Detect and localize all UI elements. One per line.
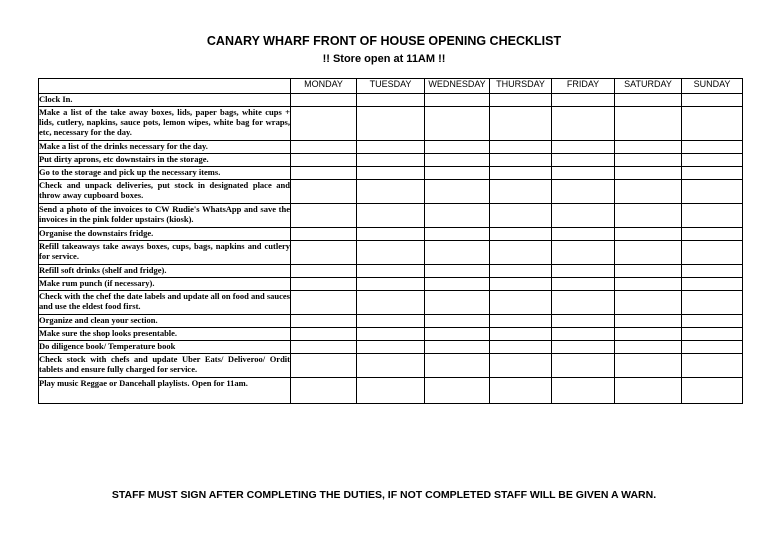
signature-cell-monday[interactable]	[291, 94, 357, 107]
signature-cell-wednesday[interactable]	[425, 341, 490, 354]
day-header-saturday: SATURDAY	[615, 79, 682, 94]
task-label: Refill soft drinks (shelf and fridge).	[39, 265, 291, 278]
signature-cell-wednesday[interactable]	[425, 278, 490, 291]
table-row	[39, 241, 743, 265]
signature-cell-monday[interactable]	[291, 154, 357, 167]
signature-cell-monday[interactable]	[291, 265, 357, 278]
signature-cell-sunday[interactable]	[682, 378, 743, 404]
signature-cell-sunday[interactable]	[682, 341, 743, 354]
day-header-sunday: SUNDAY	[682, 79, 743, 94]
signature-cell-sunday[interactable]	[682, 315, 743, 328]
task-label: Make sure the shop looks presentable.	[39, 328, 291, 341]
signature-cell-saturday[interactable]	[615, 94, 682, 107]
signature-cell-monday[interactable]	[291, 167, 357, 180]
signature-cell-wednesday[interactable]	[425, 315, 490, 328]
signature-cell-saturday[interactable]	[615, 228, 682, 241]
signature-cell-saturday[interactable]	[615, 241, 682, 265]
signature-cell-tuesday[interactable]	[357, 180, 425, 204]
signature-cell-friday[interactable]	[552, 328, 615, 341]
signature-cell-friday[interactable]	[552, 265, 615, 278]
footer-notice: STAFF MUST SIGN AFTER COMPLETING THE DUTIES, IF NOT COMPLETED STAFF WILL BE GIVEN A WARN.	[111, 489, 657, 501]
signature-cell-tuesday[interactable]	[357, 94, 425, 107]
signature-cell-saturday[interactable]	[615, 154, 682, 167]
signature-cell-tuesday[interactable]	[357, 378, 425, 404]
table-row	[39, 154, 743, 167]
signature-cell-sunday[interactable]	[682, 241, 743, 265]
signature-cell-tuesday[interactable]	[357, 167, 425, 180]
signature-cell-tuesday[interactable]	[357, 328, 425, 341]
signature-cell-monday[interactable]	[291, 141, 357, 154]
table-row	[39, 167, 743, 180]
signature-cell-wednesday[interactable]	[425, 265, 490, 278]
task-label: Play music Reggae or Dancehall playlists. Open for 11am.	[39, 378, 291, 404]
signature-cell-tuesday[interactable]	[357, 354, 425, 378]
day-header-thursday: THURSDAY	[490, 79, 552, 94]
signature-cell-tuesday[interactable]	[357, 315, 425, 328]
signature-cell-thursday[interactable]	[490, 328, 552, 341]
table-row	[39, 265, 743, 278]
signature-cell-friday[interactable]	[552, 141, 615, 154]
signature-cell-friday[interactable]	[552, 291, 615, 315]
table-row	[39, 180, 743, 204]
signature-cell-thursday[interactable]	[490, 291, 552, 315]
signature-cell-thursday[interactable]	[490, 107, 552, 141]
signature-cell-monday[interactable]	[291, 328, 357, 341]
table-row	[39, 341, 743, 354]
signature-cell-wednesday[interactable]	[425, 291, 490, 315]
task-label: Go to the storage and pick up the necessary items.	[39, 167, 291, 180]
signature-cell-monday[interactable]	[291, 291, 357, 315]
table-row	[39, 94, 743, 107]
signature-cell-thursday[interactable]	[490, 167, 552, 180]
table-row	[39, 354, 743, 378]
signature-cell-friday[interactable]	[552, 278, 615, 291]
signature-cell-wednesday[interactable]	[425, 354, 490, 378]
signature-cell-sunday[interactable]	[682, 204, 743, 228]
page-subtitle: !! Store open at 11AM !!	[322, 53, 446, 65]
task-rows	[39, 94, 743, 404]
signature-cell-wednesday[interactable]	[425, 167, 490, 180]
signature-cell-sunday[interactable]	[682, 354, 743, 378]
signature-cell-thursday[interactable]	[490, 154, 552, 167]
signature-cell-saturday[interactable]	[615, 141, 682, 154]
signature-cell-wednesday[interactable]	[425, 141, 490, 154]
signature-cell-monday[interactable]	[291, 354, 357, 378]
task-label: Send a photo of the invoices to CW Rudie's WhatsApp and save the invoices in the pink folder upstairs (kiosk).	[39, 204, 291, 228]
table-row	[39, 328, 743, 341]
signature-cell-friday[interactable]	[552, 228, 615, 241]
signature-cell-saturday[interactable]	[615, 378, 682, 404]
signature-cell-monday[interactable]	[291, 204, 357, 228]
signature-cell-saturday[interactable]	[615, 180, 682, 204]
signature-cell-tuesday[interactable]	[357, 107, 425, 141]
signature-cell-thursday[interactable]	[490, 141, 552, 154]
signature-cell-sunday[interactable]	[682, 141, 743, 154]
signature-cell-thursday[interactable]	[490, 228, 552, 241]
signature-cell-saturday[interactable]	[615, 341, 682, 354]
signature-cell-sunday[interactable]	[682, 291, 743, 315]
signature-cell-friday[interactable]	[552, 204, 615, 228]
signature-cell-tuesday[interactable]	[357, 228, 425, 241]
signature-cell-saturday[interactable]	[615, 204, 682, 228]
signature-cell-sunday[interactable]	[682, 107, 743, 141]
signature-cell-sunday[interactable]	[682, 167, 743, 180]
signature-cell-wednesday[interactable]	[425, 204, 490, 228]
signature-cell-thursday[interactable]	[490, 278, 552, 291]
signature-cell-monday[interactable]	[291, 315, 357, 328]
signature-cell-saturday[interactable]	[615, 291, 682, 315]
day-header-friday: FRIDAY	[552, 79, 615, 94]
signature-cell-tuesday[interactable]	[357, 291, 425, 315]
task-column-header	[39, 79, 291, 94]
signature-cell-sunday[interactable]	[682, 328, 743, 341]
signature-cell-friday[interactable]	[552, 341, 615, 354]
signature-cell-sunday[interactable]	[682, 94, 743, 107]
signature-cell-wednesday[interactable]	[425, 228, 490, 241]
signature-cell-thursday[interactable]	[490, 204, 552, 228]
signature-cell-sunday[interactable]	[682, 278, 743, 291]
signature-cell-monday[interactable]	[291, 228, 357, 241]
signature-cell-wednesday[interactable]	[425, 241, 490, 265]
signature-cell-wednesday[interactable]	[425, 378, 490, 404]
table-row	[39, 141, 743, 154]
signature-cell-wednesday[interactable]	[425, 94, 490, 107]
signature-cell-sunday[interactable]	[682, 228, 743, 241]
signature-cell-friday[interactable]	[552, 167, 615, 180]
signature-cell-friday[interactable]	[552, 154, 615, 167]
day-header-tuesday: TUESDAY	[357, 79, 425, 94]
signature-cell-thursday[interactable]	[490, 94, 552, 107]
task-label: Make rum punch (if necessary).	[39, 278, 291, 291]
task-label: Organise the downstairs fridge.	[39, 228, 291, 241]
signature-cell-wednesday[interactable]	[425, 107, 490, 141]
signature-cell-wednesday[interactable]	[425, 328, 490, 341]
signature-cell-tuesday[interactable]	[357, 241, 425, 265]
signature-cell-saturday[interactable]	[615, 265, 682, 278]
table-row	[39, 378, 743, 404]
signature-cell-friday[interactable]	[552, 94, 615, 107]
signature-cell-thursday[interactable]	[490, 265, 552, 278]
signature-cell-thursday[interactable]	[490, 180, 552, 204]
page-title: CANARY WHARF FRONT OF HOUSE OPENING CHECKLIST	[206, 34, 562, 48]
table-row	[39, 315, 743, 328]
signature-cell-sunday[interactable]	[682, 180, 743, 204]
signature-cell-friday[interactable]	[552, 354, 615, 378]
signature-cell-tuesday[interactable]	[357, 278, 425, 291]
signature-cell-friday[interactable]	[552, 315, 615, 328]
signature-cell-tuesday[interactable]	[357, 265, 425, 278]
signature-cell-friday[interactable]	[552, 378, 615, 404]
signature-cell-thursday[interactable]	[490, 315, 552, 328]
signature-cell-saturday[interactable]	[615, 328, 682, 341]
signature-cell-saturday[interactable]	[615, 167, 682, 180]
signature-cell-monday[interactable]	[291, 341, 357, 354]
signature-cell-wednesday[interactable]	[425, 154, 490, 167]
task-label: Check stock with chefs and update Uber Eats/ Deliveroo/ Ordit tablets and ensure fully charged for service.	[39, 354, 291, 378]
table-row	[39, 107, 743, 141]
task-label: Check and unpack deliveries, put stock in designated place and throw away cupboard boxes.	[39, 180, 291, 204]
signature-cell-saturday[interactable]	[615, 278, 682, 291]
signature-cell-monday[interactable]	[291, 378, 357, 404]
signature-cell-thursday[interactable]	[490, 341, 552, 354]
signature-cell-tuesday[interactable]	[357, 204, 425, 228]
signature-cell-sunday[interactable]	[682, 265, 743, 278]
signature-cell-sunday[interactable]	[682, 154, 743, 167]
signature-cell-monday[interactable]	[291, 180, 357, 204]
signature-cell-tuesday[interactable]	[357, 341, 425, 354]
task-label: Make a list of the drinks necessary for the day.	[39, 141, 291, 154]
task-label: Organize and clean your section.	[39, 315, 291, 328]
signature-cell-friday[interactable]	[552, 180, 615, 204]
signature-cell-saturday[interactable]	[615, 354, 682, 378]
signature-cell-thursday[interactable]	[490, 241, 552, 265]
day-header-monday: MONDAY	[291, 79, 357, 94]
table-row	[39, 228, 743, 241]
task-label: Check with the chef the date labels and update all on food and sauces and use the eldest food first.	[39, 291, 291, 315]
signature-cell-tuesday[interactable]	[357, 154, 425, 167]
task-label: Do diligence book/ Temperature book	[39, 341, 291, 354]
signature-cell-thursday[interactable]	[490, 378, 552, 404]
signature-cell-saturday[interactable]	[615, 315, 682, 328]
table-row	[39, 278, 743, 291]
task-label: Clock In.	[39, 94, 291, 107]
signature-cell-friday[interactable]	[552, 107, 615, 141]
signature-cell-thursday[interactable]	[490, 354, 552, 378]
task-label: Make a list of the take away boxes, lids, paper bags, white cups + lids, cutlery, napkins, sauce pots, lemon wipes, white bag for wraps, etc, necessary for the day.	[39, 107, 291, 141]
table-row	[39, 204, 743, 228]
task-label: Refill takeaways take aways boxes, cups, bags, napkins and cutlery for service.	[39, 241, 291, 265]
checklist-table	[38, 78, 743, 404]
header-row	[39, 79, 743, 94]
signature-cell-monday[interactable]	[291, 107, 357, 141]
signature-cell-tuesday[interactable]	[357, 141, 425, 154]
signature-cell-wednesday[interactable]	[425, 180, 490, 204]
day-header-wednesday: WEDNESDAY	[425, 79, 490, 94]
task-label: Put dirty aprons, etc downstairs in the storage.	[39, 154, 291, 167]
signature-cell-monday[interactable]	[291, 278, 357, 291]
signature-cell-friday[interactable]	[552, 241, 615, 265]
signature-cell-saturday[interactable]	[615, 107, 682, 141]
table-row	[39, 291, 743, 315]
signature-cell-monday[interactable]	[291, 241, 357, 265]
